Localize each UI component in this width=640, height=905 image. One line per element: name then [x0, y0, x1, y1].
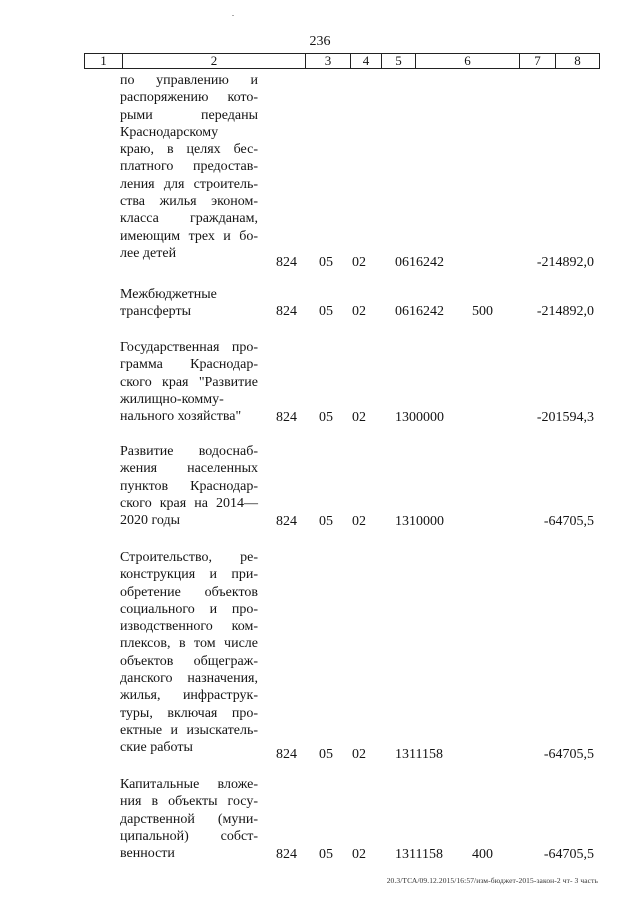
- desc-line: жилищно-комму-: [120, 391, 224, 407]
- desc-line: Межбюджетные: [120, 287, 217, 302]
- desc-line: конструкция и при-: [120, 567, 258, 583]
- desc-line: Капитальные вложе-: [120, 777, 258, 792]
- desc-line: пунктов Краснодар-: [120, 478, 258, 494]
- page-number: 236: [309, 34, 331, 49]
- cell-amount: -64705,5: [543, 847, 594, 862]
- desc-line: Государственная про-: [120, 340, 258, 355]
- desc-line: имеющим трех и бо-: [120, 228, 258, 244]
- table-row: [0, 776, 640, 863]
- cell-target-article: 0616242: [395, 304, 444, 319]
- desc-line: лее детей: [120, 245, 177, 261]
- cell-section: 05: [319, 847, 333, 862]
- header-col-3: 3: [306, 54, 351, 68]
- desc-line: обретение объектов: [120, 584, 258, 600]
- cell-target-article: 1300000: [395, 410, 444, 425]
- desc-line: социального и про-: [120, 601, 258, 617]
- desc-line: нального хозяйства": [120, 409, 242, 425]
- cell-ministry: 824: [276, 304, 297, 319]
- cell-section: 05: [319, 255, 333, 270]
- cell-target-article: 0616242: [395, 255, 444, 270]
- cell-target-article: 1311158: [395, 847, 443, 862]
- table-row: [0, 443, 640, 530]
- cell-amount: -214892,0: [536, 304, 594, 319]
- cell-subsection: 02: [352, 255, 366, 270]
- desc-line: Краснодарскому: [120, 124, 219, 140]
- cell-subsection: 02: [352, 410, 366, 425]
- scan-speck: [232, 15, 234, 16]
- row-description: [120, 286, 258, 321]
- table-header-row: [84, 53, 600, 69]
- header-col-6: 6: [416, 54, 520, 68]
- cell-amount: -64705,5: [543, 747, 594, 762]
- cell-expense-type: 500: [472, 304, 493, 319]
- cell-ministry: 824: [276, 410, 297, 425]
- desc-line: Строительство, ре-: [120, 550, 258, 565]
- cell-amount: -64705,5: [543, 514, 594, 529]
- desc-line: ского края "Развитие: [120, 374, 258, 390]
- desc-line: венности: [120, 846, 175, 862]
- cell-ministry: 824: [276, 514, 297, 529]
- header-col-2: 2: [123, 54, 306, 68]
- desc-line: распоряжению кото-: [120, 90, 258, 106]
- desc-line: ления для строитель-: [120, 176, 258, 192]
- desc-line: по управлению и: [120, 73, 258, 88]
- desc-line: Развитие водоснаб-: [120, 444, 258, 459]
- desc-line: изводственного ком-: [120, 619, 258, 635]
- desc-line: туры, включая про-: [120, 705, 258, 721]
- row-description: [120, 549, 258, 757]
- desc-line: трансферты: [120, 304, 192, 320]
- desc-line: 2020 годы: [120, 513, 181, 529]
- cell-ministry: 824: [276, 747, 297, 762]
- desc-line: дарственной (муни-: [120, 811, 258, 827]
- table-row: [0, 339, 640, 426]
- header-col-1: 1: [85, 54, 123, 68]
- desc-line: плексов, в том числе: [120, 636, 258, 652]
- cell-section: 05: [319, 514, 333, 529]
- desc-line: жилья, инфраструк-: [120, 688, 258, 704]
- cell-amount: -201594,3: [536, 410, 594, 425]
- desc-line: краю, в целях бес-: [120, 142, 258, 158]
- document-footer-stamp: 20.3/ТСА/09.12.2015/16:57/изм-бюджет-2015-закон-2 чт- 3 часть: [386, 876, 598, 885]
- cell-ministry: 824: [276, 255, 297, 270]
- row-description: [120, 72, 258, 262]
- cell-target-article: 1311158: [395, 747, 443, 762]
- cell-target-article: 1310000: [395, 514, 444, 529]
- desc-line: ектные и изыскатель-: [120, 722, 258, 738]
- cell-ministry: 824: [276, 847, 297, 862]
- desc-line: объектов общеграж-: [120, 653, 258, 669]
- header-col-8: 8: [574, 53, 581, 68]
- cell-section: 05: [319, 410, 333, 425]
- desc-line: ципальной) собст-: [120, 828, 258, 844]
- desc-line: данского назначения,: [120, 671, 258, 687]
- desc-line: класса гражданам,: [120, 211, 258, 227]
- desc-line: ния в объекты госу-: [120, 794, 258, 810]
- desc-line: жения населенных: [120, 461, 258, 477]
- table-row: [0, 286, 640, 320]
- desc-line: ского края на 2014—: [120, 495, 258, 511]
- cell-amount: -214892,0: [536, 255, 594, 270]
- header-col-5: 5: [382, 54, 416, 68]
- desc-line: ские работы: [120, 740, 193, 756]
- cell-subsection: 02: [352, 514, 366, 529]
- cell-expense-type: 400: [472, 847, 493, 862]
- cell-subsection: 02: [352, 747, 366, 762]
- cell-section: 05: [319, 304, 333, 319]
- row-description: [120, 339, 258, 425]
- row-description: [120, 443, 258, 529]
- table-row: [0, 72, 640, 271]
- header-col-4: 4: [351, 54, 382, 68]
- cell-section: 05: [319, 747, 333, 762]
- header-col-7: 7: [520, 54, 556, 68]
- desc-line: рыми переданы: [120, 107, 258, 123]
- cell-subsection: 02: [352, 304, 366, 319]
- table-row: [0, 549, 640, 763]
- desc-line: платного предостав-: [120, 159, 258, 175]
- row-description: [120, 776, 258, 862]
- desc-line: ства жилья эконом-: [120, 194, 258, 210]
- desc-line: грамма Краснодар-: [120, 357, 258, 373]
- cell-subsection: 02: [352, 847, 366, 862]
